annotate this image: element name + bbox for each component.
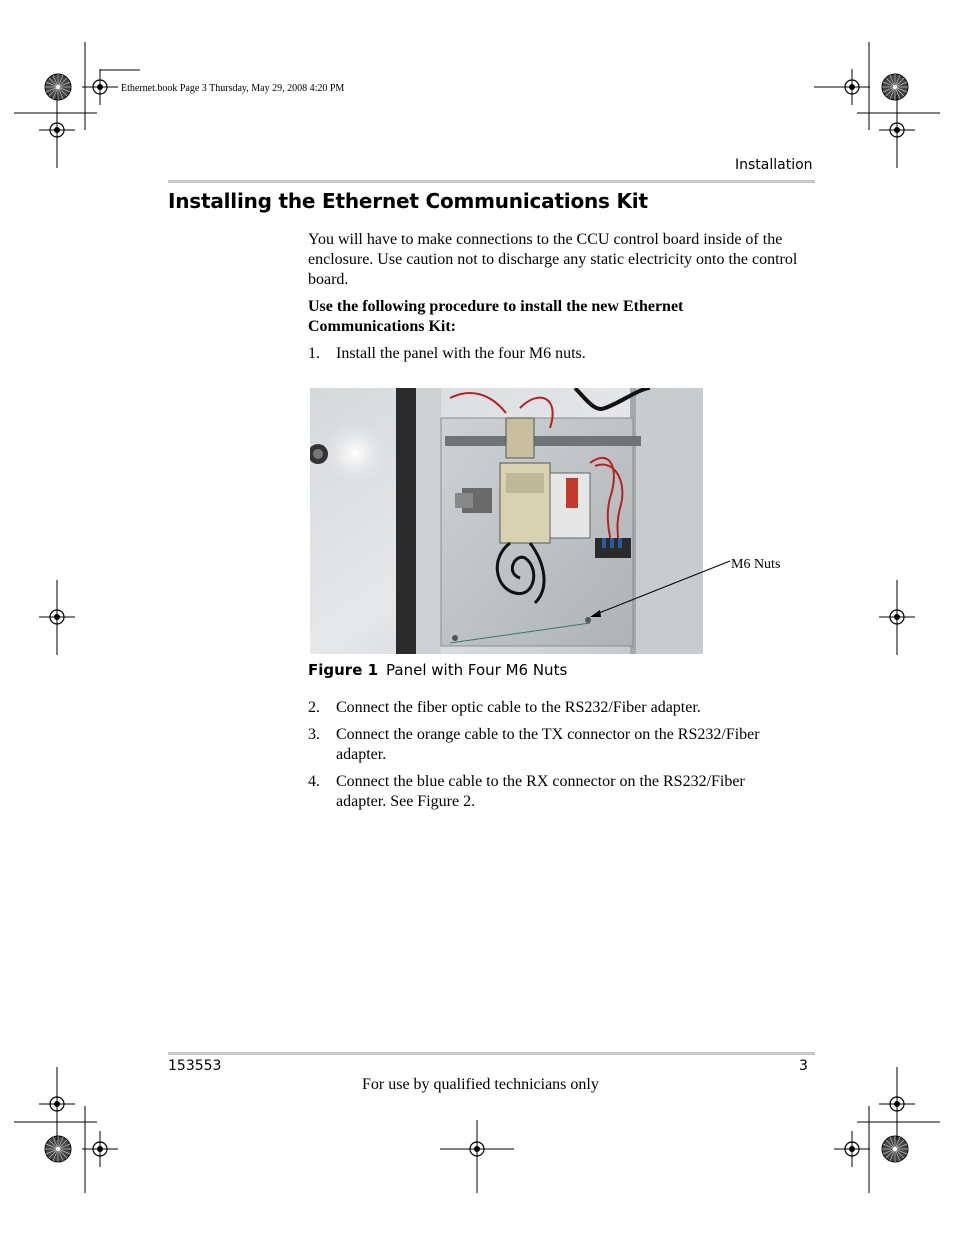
running-head: Installation	[735, 157, 813, 173]
step-number: 1.	[308, 345, 320, 362]
step-number: 3.	[308, 726, 320, 743]
figure-caption	[308, 661, 567, 679]
step-text: Connect the blue cable to the RX connector on the RS232/Fiber adapter. See Figure 2.	[336, 773, 745, 810]
figure-caption-text: Panel with Four M6 Nuts	[386, 661, 568, 679]
step-number: 2.	[308, 699, 320, 716]
page-number: 3	[799, 1058, 808, 1074]
section-title: Installing the Ethernet Communications Kit	[168, 189, 648, 213]
step-text: Connect the orange cable to the TX connector on the RS232/Fiber adapter.	[336, 726, 760, 763]
list-item	[308, 772, 788, 812]
procedure-heading: Use the following procedure to install the new Ethernet Communications Kit:	[308, 298, 684, 335]
step-number: 4.	[308, 773, 320, 790]
list-item	[308, 698, 818, 718]
header-rule	[168, 180, 815, 183]
step-text: Connect the fiber optic cable to the RS232/Fiber adapter.	[336, 699, 701, 716]
step-text: Install the panel with the four M6 nuts.	[336, 345, 586, 362]
list-item	[308, 725, 798, 765]
print-header: Ethernet.book Page 3 Thursday, May 29, 2008 4:20 PM	[121, 83, 345, 94]
footer-note: For use by qualified technicians only	[362, 1076, 599, 1093]
callout-label: M6 Nuts	[731, 557, 781, 572]
footer-rule	[168, 1052, 815, 1055]
intro-paragraph: You will have to make connections to the CCU control board inside of the enclosure. Use caution not to discharge any static electricity onto the control board.	[308, 231, 798, 288]
figure-label: Figure 1	[308, 661, 379, 679]
figure-photo	[310, 388, 703, 654]
list-item	[308, 344, 818, 364]
document-number: 153553	[168, 1058, 222, 1074]
